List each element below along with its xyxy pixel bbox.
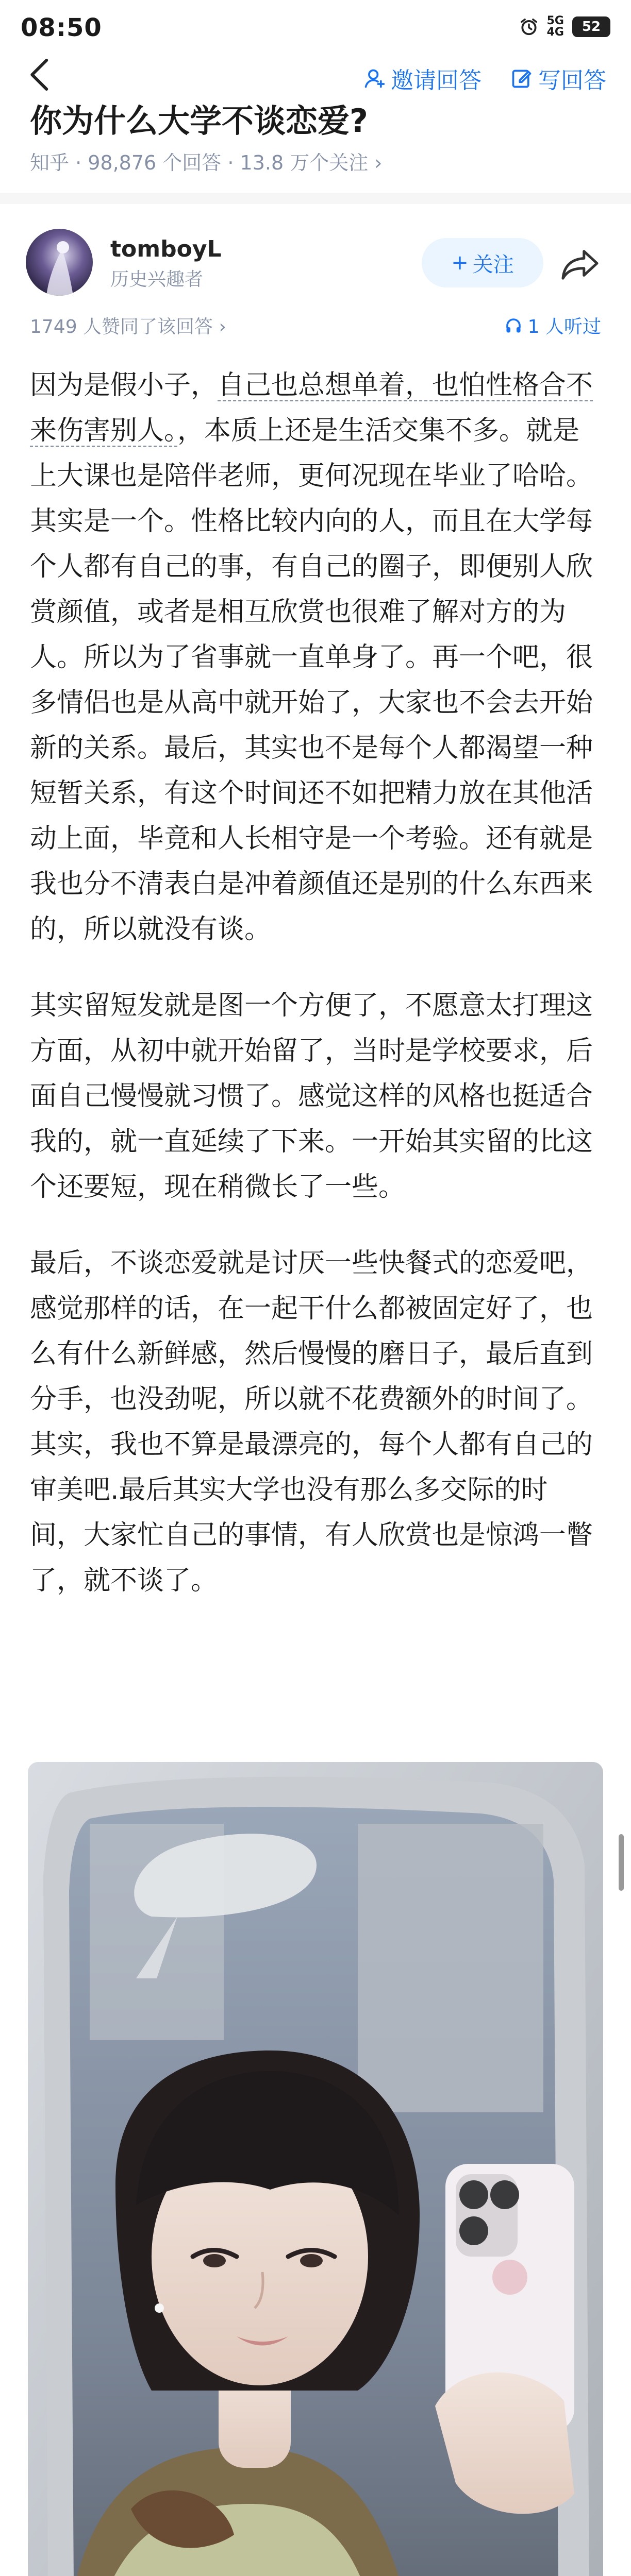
section-divider: [0, 193, 631, 204]
follow-button[interactable]: [422, 238, 543, 287]
author-row: [0, 204, 631, 307]
author-name[interactable]: tomboyL: [110, 236, 222, 262]
write-answer-label: 写回答: [538, 67, 606, 94]
vote-count[interactable]: 1749 人赞同了该回答 ›: [30, 316, 226, 337]
answer-text: 。性格比较内向的人，而且在大学每个人都有自己的事，有自己的圈子，即便别人欣赏颜值，或者是相互欣赏也很难了解对方的为人。所以为了省事就一直单身了。再一个吧，很多情侣也是从高中就开始了，大家也不会去开始新的关系。最后，其实也不是每个人都渴望一种短暂关系，有这个时间还不如把精力放在其他活动上面，毕竟和人长相守是一个考验。还有就是我也分不清表白是冲着颜值还是别的什么东西来的，所以就没有谈。: [30, 506, 593, 945]
question-meta[interactable]: 知乎 · 98,876 个回答 · 13.8 万个关注 ›: [30, 151, 383, 174]
listened-label: 1 人听过: [527, 316, 601, 337]
answer-paragraph-3: 最后，不谈恋爱就是讨厌一些快餐式的恋爱吧，感觉那样的话，在一起干什么都被固定好了，也么有什么新鲜感，然后慢慢的磨日子，最后直到分手，也没劲呢，所以就不花费额外的时间了。其实，我也不算是最漂亮的，每个人都有自己的审美吧.最后其实大学也没有那么多交际的时间，大家忙自己的事情，有人欣赏也是惊鸿一瞥了，就不谈了。: [30, 1248, 593, 1596]
status-bar: [0, 0, 631, 52]
question-title[interactable]: 你为什么大学不谈恋爱?: [30, 102, 368, 140]
write-answer-button[interactable]: [510, 62, 606, 95]
status-icons: [519, 15, 610, 38]
share-icon[interactable]: [560, 247, 600, 281]
signal-indicator: [547, 15, 564, 38]
answer-stats: [0, 307, 631, 343]
nav-actions: [363, 62, 606, 95]
answer-paragraph-2: 其实留短发就是图一个方便了，不愿意太打理这方面，从初中就开始留了，当时是学校要求，后面自己慢慢就习惯了。感觉这样的风格也挺适合我的，就一直延续了下来。一开始其实留的比这个还要短，现在稍微长了一些。: [30, 990, 593, 1202]
battery-icon: [572, 16, 610, 37]
answer-body: [0, 343, 631, 1603]
battery-level: 52: [582, 19, 601, 35]
answer-paragraph-1: [30, 363, 601, 952]
author-avatar[interactable]: [26, 229, 93, 296]
invite-person-icon: [363, 67, 386, 90]
headphones-icon: [504, 316, 523, 335]
top-nav: [0, 52, 631, 98]
scrollbar-thumb[interactable]: [619, 1834, 624, 1891]
alarm-icon: [519, 17, 539, 37]
invite-answer-label: 邀请回答: [391, 67, 481, 94]
answer-text: ，本质上还是生活交集不多。就是上大课也是陪伴老师，更何况现在毕业了哈哈。其实是一个: [30, 415, 593, 537]
signal-label: 5G: [546, 14, 564, 27]
listened-count[interactable]: [504, 312, 601, 338]
plus-icon: +: [451, 251, 469, 275]
author-tag: 历史兴趣者: [110, 269, 204, 290]
status-time: 08:50: [21, 13, 102, 42]
annotated-text[interactable]: 自己也总想单着，也怕性格合不来伤害别人。: [30, 370, 593, 446]
follow-label: 关注: [472, 252, 514, 277]
back-arrow-icon[interactable]: [25, 57, 56, 93]
answer-text: 因为是假小子，: [30, 370, 218, 401]
answer-photo[interactable]: [28, 1762, 603, 2576]
invite-answer-button[interactable]: [363, 62, 481, 95]
signal-sub-label: 4G: [546, 26, 564, 39]
edit-icon: [510, 67, 533, 90]
